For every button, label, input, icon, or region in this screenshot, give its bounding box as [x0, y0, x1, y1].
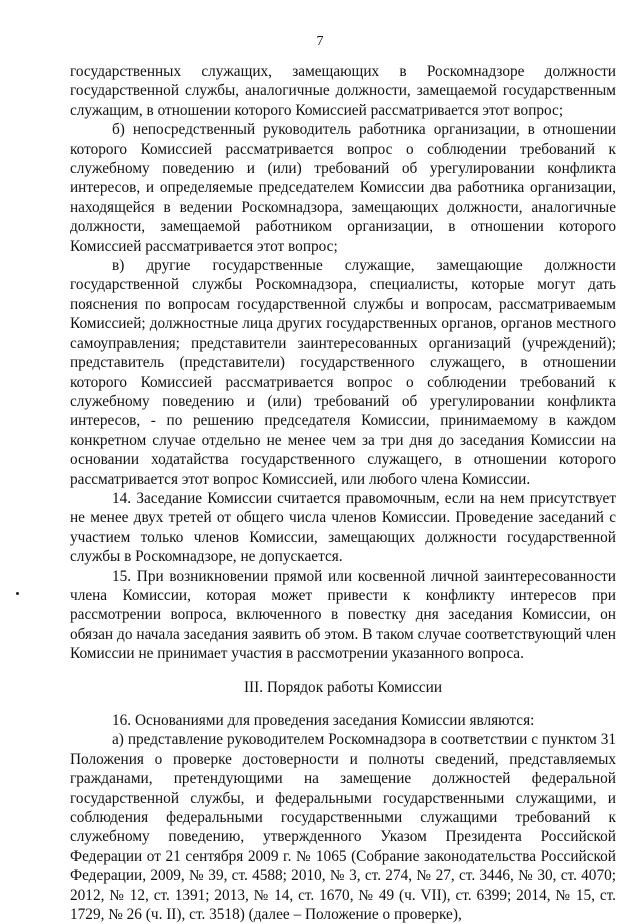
paragraph-v: в) другие государственные служащие, замещающие должности государственной службы Роскомнадзора, специалисты, которые могут дать пояснения по вопросам государственной службы и вопросам, рассматриваемым Комиссией; должностные лица других государственных органов, органов местного самоуправления; представители заинтересованных организаций (учреждений); представитель (представители) государственного служащего, в отношении которого Комиссией рассматривается вопрос о соблюдении требований к служебному поведению и (или) требований об урегулировании конфликта интересов, - по решению председателя Комиссии, принимаемому в каждом конкретном случае отдельно не менее чем за три дня до заседания Комиссии на основании ходатайства государственного служащего, в отношении которого рассматривается этот вопрос Комиссией, или любого члена Комиссии.	[70, 257, 616, 488]
paragraph-16: 16. Основаниями для проведения заседания Комиссии являются:	[112, 712, 535, 729]
paragraph-15: 15. При возникновении прямой или косвенной личной заинтересованности члена Комиссии, которая может привести к конфликту интересов при рассмотрении вопроса, включенного в повестку дня заседания Комиссии, он обязан до начала заседания заявить об этом. В таком случае соответствующий член Комиссии не принимает участия в рассмотрении указанного вопроса.	[70, 567, 616, 663]
paragraph-b: б) непосредственный руководитель работника организации, в отношении которого Комиссией рассматривается вопрос о соблюдении требований к служебному поведению и (или) требований об урегулировании конфликта интересов, и определяемые председателем Комиссии два работника организации, находящейся в ведении Роскомнадзора, замещающих должности, аналогичные должности, замещаемой работником организации, в отношении которого Комиссией рассматривается этот вопрос;	[70, 121, 616, 255]
paragraph-continuation: государственных служащих, замещающих в Роскомнадзоре должности государственной службы, аналогичные должности, замещаемой государственным служащим, в отношении которого Комиссией рассматривается этот вопрос;	[70, 63, 616, 119]
margin-dot	[16, 592, 19, 595]
paragraph-14: 14. Заседание Комиссии считается правомочным, если на нем присутствует не менее двух третей от общего числа членов Комиссии. Проведение заседаний с участием только членов Комиссии, замещающих должности государственной службы в Роскомнадзоре, не допускается.	[70, 489, 616, 566]
paragraph-16a: а) представление руководителем Роскомнадзора в соответствии с пунктом 31 Положения о проверке достоверности и полноты сведений, представляемых гражданами, претендующими на замещение должностей федеральной государственной службы, и федеральными государственными служащими, и соблюдения федеральными государственными служащими требований к служебному поведению, утвержденного Указом Президента Российской Федерации от 21 сентября 2009 г. № 1065 (Собрание законодательства Российской Федерации, 2009, № 39, ст. 4588; 2010, № 3, ст. 274, № 27, ст. 3446, № 30, ст. 4070; 2012, № 12, ст. 1391; 2013, № 14, ст. 1670, № 49 (ч. VII), ст. 6399; 2014, № 15, ст. 1729, № 26 (ч. II), ст. 3518) (далее – Положение о проверке),	[70, 731, 616, 924]
page-number: 7	[316, 34, 324, 49]
document-body	[70, 62, 616, 924]
section-heading: III. Порядок работы Комиссии	[243, 678, 443, 696]
